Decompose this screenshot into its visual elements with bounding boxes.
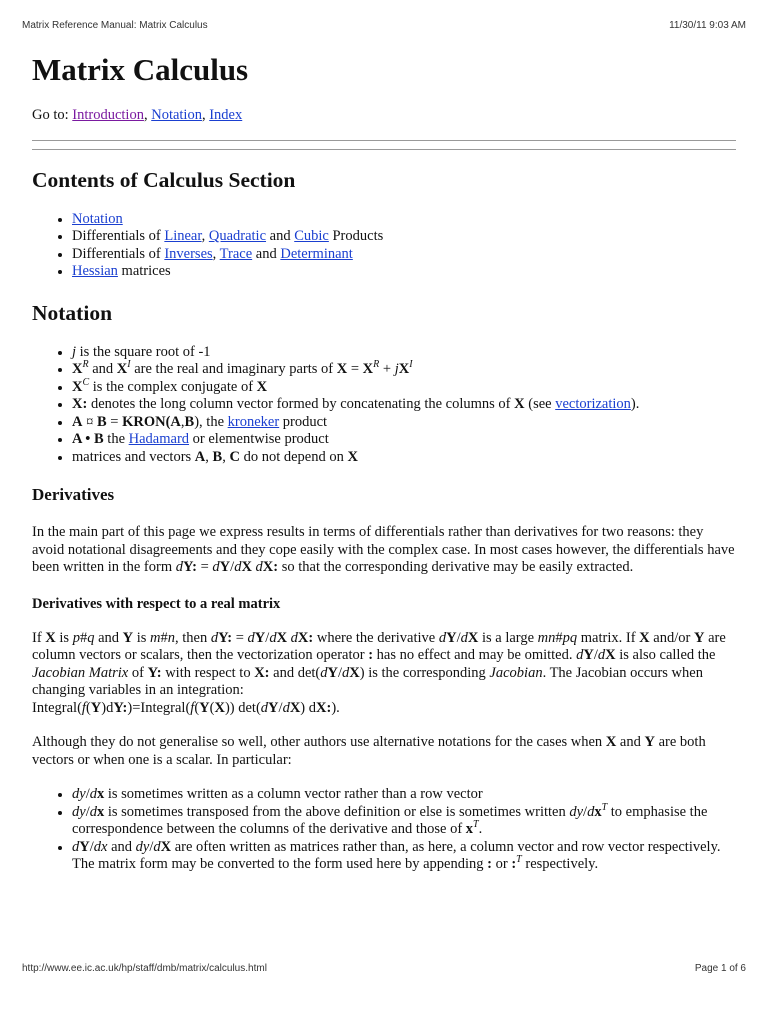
list-item bbox=[72, 211, 736, 229]
paragraph: In the main part of this page we express results in terms of differentials rather than derivatives for two reasons: they avoid notational disagreements and they cope easily with the complex case. In most cases however, the differentials have been written in the form dY: = dY/dX dX: so that the corresponding derivative may be easily extracted. bbox=[32, 524, 735, 575]
divider bbox=[32, 140, 736, 141]
list-item: • Hessian matrices bbox=[72, 263, 736, 281]
link-kroneker[interactable]: kroneker bbox=[227, 413, 280, 430]
derivatives-heading: Derivatives bbox=[32, 485, 115, 504]
link-trace[interactable]: Trace bbox=[219, 245, 253, 262]
contents-heading: Contents of Calculus Section bbox=[32, 167, 296, 192]
list-item: • X: denotes the long column vector formed by concatenating the columns of X (see vectorization). bbox=[72, 396, 736, 414]
link-hessian[interactable]: Hessian bbox=[72, 263, 118, 279]
link-linear[interactable]: Linear bbox=[164, 228, 202, 244]
list-item: • Differentials of Inverses, Trace and Determinant bbox=[72, 246, 736, 264]
print-footer-url: http://www.ee.ic.ac.uk/hp/staff/dmb/matrix/calculus.html bbox=[22, 963, 267, 974]
list-item: • $X^R$ and $X^I$ are the real and imaginary parts of $X = X^R + jX^I$ bbox=[72, 361, 736, 379]
link-notation-section[interactable]: Notation bbox=[72, 210, 123, 227]
list-item: • A ¤ B = KRON(A,B), the kroneker product bbox=[72, 414, 736, 432]
print-footer-page: Page 1 of 6 bbox=[694, 963, 746, 974]
notation-list bbox=[32, 344, 736, 467]
subsection-heading: Derivatives with respect to a real matrix bbox=[32, 595, 281, 612]
goto-nav: Go to: Introduction, Notation, Index bbox=[32, 107, 243, 123]
paragraph: Although they do not generalise so well, other authors use alternative notations for the cases when X and Y are both vectors or when one is a scalar. In particular: bbox=[32, 734, 706, 768]
page-title: Matrix Calculus bbox=[32, 52, 249, 87]
paragraph: If X is p#q and Y is m#n, then dY: = dY/dX dX: where the derivative dY/dX is a large mn#pq matrix. If X and/or Y are column vectors or scalars, then the vectorization operator : has no effect and may be omitted. dY/dX is also called the Jacobian Matrix of Y: with respect to X: and det(dY/dX) is the corresponding Jacobian. The Jacobian occurs when changing variables in an integration: Integral(f(Y)dY:)=Integral(f(Y(X)) det(dY/dX) dX:). bbox=[32, 629, 726, 716]
link-index[interactable]: Index bbox=[209, 107, 243, 123]
page-content bbox=[32, 50, 736, 874]
print-header-datetime: 11/30/11 9:03 AM bbox=[669, 20, 746, 31]
link-quadratic[interactable]: Quadratic bbox=[208, 228, 267, 244]
list-item: • Differentials of Linear, Quadratic and Cubic Products bbox=[72, 228, 736, 246]
list-item: • dY/dx and dy/dX are often written as matrices rather than, as here, a column vector and row vector respectively. The matrix form may be converted to the form used here by appending : or :$^T$ respectively. bbox=[72, 839, 736, 874]
list-item: • dy/dx is sometimes written as a column vector rather than a row vector bbox=[72, 786, 736, 804]
contents-list bbox=[32, 211, 736, 281]
goto-label: Go to: bbox=[32, 107, 69, 123]
divider bbox=[32, 149, 736, 150]
link-introduction[interactable]: Introduction bbox=[72, 107, 144, 123]
notation-heading: Notation bbox=[32, 300, 113, 325]
list-item: • matrices and vectors A, B, C do not depend on X bbox=[72, 449, 736, 467]
link-cubic[interactable]: Cubic bbox=[294, 228, 329, 244]
print-header-title: Matrix Reference Manual: Matrix Calculus bbox=[22, 20, 208, 31]
print-header bbox=[22, 20, 746, 31]
print-footer bbox=[22, 963, 746, 974]
list-item: • dy/dx is sometimes transposed from the above definition or else is sometimes written $dy/dx^T$ to emphasise the correspondence between the columns of the derivative and those of $x^T$. bbox=[72, 804, 736, 839]
link-vectorization[interactable]: vectorization bbox=[555, 396, 631, 412]
link-hadamard[interactable]: Hadamard bbox=[128, 431, 190, 447]
list-item: • j is the square root of -1 bbox=[72, 344, 736, 362]
alt-notation-list bbox=[32, 786, 736, 874]
list-item: • A • B the Hadamard or elementwise product bbox=[72, 431, 736, 449]
link-notation[interactable]: Notation bbox=[151, 107, 202, 123]
link-inverses[interactable]: Inverses bbox=[164, 245, 213, 262]
list-item: • $X^C$ is the complex conjugate of X bbox=[72, 379, 736, 397]
link-determinant[interactable]: Determinant bbox=[280, 245, 353, 262]
